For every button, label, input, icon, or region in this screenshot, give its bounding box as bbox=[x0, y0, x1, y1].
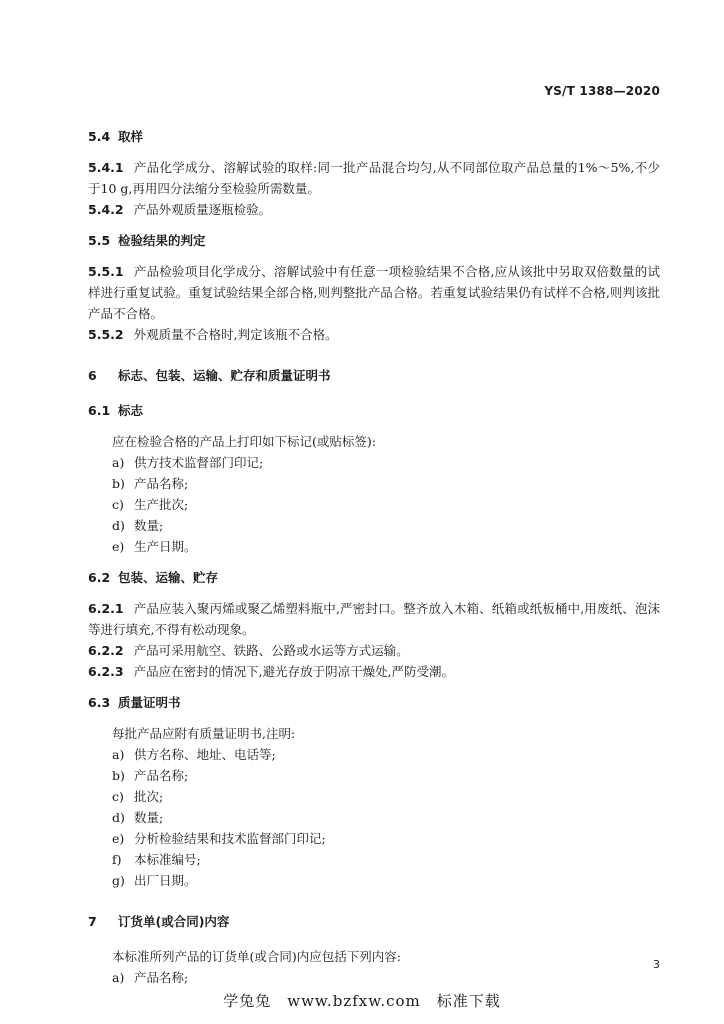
section-heading bbox=[88, 567, 660, 588]
list-text: 产品名称; bbox=[134, 970, 189, 985]
section-heading bbox=[88, 230, 660, 251]
list-item bbox=[88, 786, 660, 807]
clause-number: 6.2.2 bbox=[88, 643, 124, 658]
list-item bbox=[88, 870, 660, 891]
section-heading bbox=[88, 692, 660, 713]
list-text: 本标准编号; bbox=[134, 852, 201, 867]
clause bbox=[88, 640, 660, 661]
list-text: 供方名称、地址、电话等; bbox=[134, 747, 276, 762]
document-body bbox=[88, 126, 660, 988]
list-text: 批次; bbox=[134, 789, 164, 804]
section-number: 5.4 bbox=[88, 129, 111, 144]
list-item bbox=[88, 536, 660, 557]
list-item bbox=[88, 744, 660, 765]
list bbox=[88, 744, 660, 891]
clause-number: 5.4.1 bbox=[88, 160, 124, 175]
list-text: 出厂日期。 bbox=[134, 873, 197, 888]
list-marker: b) bbox=[112, 476, 125, 491]
list-marker: g) bbox=[112, 873, 125, 888]
list-marker: a) bbox=[112, 747, 125, 762]
list-marker: a) bbox=[112, 455, 125, 470]
list-text: 生产日期。 bbox=[134, 539, 197, 554]
list-item bbox=[88, 807, 660, 828]
list-item bbox=[88, 967, 660, 988]
clause bbox=[88, 598, 660, 640]
chapter-title: 订货单(或合同)内容 bbox=[118, 914, 230, 929]
list bbox=[88, 452, 660, 557]
clause-text: 产品可采用航空、铁路、公路或水运等方式运输。 bbox=[133, 643, 409, 658]
list-marker: d) bbox=[112, 810, 125, 825]
clause bbox=[88, 324, 660, 345]
list-item bbox=[88, 765, 660, 786]
clause-number: 6.2.1 bbox=[88, 601, 124, 616]
clause-text: 产品应装入聚丙烯或聚乙烯塑料瓶中,严密封口。整齐放入木箱、纸箱或纸板桶中,用废纸、泡沫等进行填充,不得有松动现象。 bbox=[88, 601, 660, 637]
chapter-title: 标志、包装、运输、贮存和质量证明书 bbox=[118, 368, 331, 383]
list-text: 产品名称; bbox=[134, 476, 189, 491]
list-text: 分析检验结果和技术监督部门印记; bbox=[134, 831, 326, 846]
clause bbox=[88, 661, 660, 682]
list-marker: c) bbox=[112, 497, 124, 512]
chapter-heading bbox=[88, 911, 660, 932]
clause-text: 外观质量不合格时,判定该瓶不合格。 bbox=[133, 327, 338, 342]
clause-text: 产品化学成分、溶解试验的取样:同一批产品混合均匀,从不同部位取产品总量的1%～5%,不少于10 g,再用四分法缩分至检验所需数量。 bbox=[88, 160, 660, 196]
watermark-text: 学兔兔 www.bzfxw.com 标准下载 bbox=[223, 992, 501, 1010]
section-title: 质量证明书 bbox=[118, 695, 181, 710]
list-marker: b) bbox=[112, 768, 125, 783]
section-title: 取样 bbox=[118, 129, 144, 144]
list-item bbox=[88, 849, 660, 870]
clause-text: 产品应在密封的情况下,避光存放于阴凉干燥处,严防受潮。 bbox=[133, 664, 455, 679]
list-marker: a) bbox=[112, 970, 125, 985]
chapter-number: 7 bbox=[88, 914, 97, 929]
clause bbox=[88, 199, 660, 220]
section-title: 包装、运输、贮存 bbox=[118, 570, 219, 585]
list-intro: 每批产品应附有质量证明书,注明: bbox=[112, 726, 296, 741]
clause-number: 5.4.2 bbox=[88, 202, 124, 217]
list-marker: d) bbox=[112, 518, 125, 533]
section-number: 6.1 bbox=[88, 403, 111, 418]
list-item bbox=[88, 473, 660, 494]
clause-number: 5.5.2 bbox=[88, 327, 124, 342]
section-title: 标志 bbox=[118, 403, 144, 418]
clause bbox=[88, 261, 660, 324]
clause-number: 5.5.1 bbox=[88, 264, 124, 279]
list bbox=[88, 967, 660, 988]
list-marker: e) bbox=[112, 831, 125, 846]
page-number: 3 bbox=[653, 958, 660, 971]
list-marker: c) bbox=[112, 789, 124, 804]
list-text: 供方技术监督部门印记; bbox=[134, 455, 264, 470]
section-heading bbox=[88, 400, 660, 421]
list-intro: 应在检验合格的产品上打印如下标记(或贴标签): bbox=[112, 434, 376, 449]
list-item bbox=[88, 828, 660, 849]
clause bbox=[88, 157, 660, 199]
list-text: 产品名称; bbox=[134, 768, 189, 783]
section-number: 6.2 bbox=[88, 570, 111, 585]
section-title: 检验结果的判定 bbox=[118, 233, 206, 248]
section-number: 6.3 bbox=[88, 695, 111, 710]
standard-code: YS/T 1388—2020 bbox=[544, 84, 660, 98]
section-heading bbox=[88, 126, 660, 147]
list-item bbox=[88, 452, 660, 473]
chapter-number: 6 bbox=[88, 368, 97, 383]
clause-number: 6.2.3 bbox=[88, 664, 124, 679]
list-intro: 本标准所列产品的订货单(或合同)内应包括下列内容: bbox=[112, 949, 401, 964]
clause-text: 产品外观质量逐瓶检验。 bbox=[133, 202, 272, 217]
list-item bbox=[88, 515, 660, 536]
chapter-heading bbox=[88, 365, 660, 386]
clause-text: 产品检验项目化学成分、溶解试验中有任意一项检验结果不合格,应从该批中另取双倍数量的试样进行重复试验。重复试验结果全部合格,则判整批产品合格。若重复试验结果仍有试样不合格,则判该批产品不合格。 bbox=[88, 264, 660, 321]
list-text: 数量; bbox=[134, 810, 164, 825]
list-item bbox=[88, 494, 660, 515]
list-text: 数量; bbox=[134, 518, 164, 533]
list-text: 生产批次; bbox=[134, 497, 189, 512]
list-marker: f) bbox=[112, 852, 122, 867]
section-number: 5.5 bbox=[88, 233, 111, 248]
list-marker: e) bbox=[112, 539, 125, 554]
